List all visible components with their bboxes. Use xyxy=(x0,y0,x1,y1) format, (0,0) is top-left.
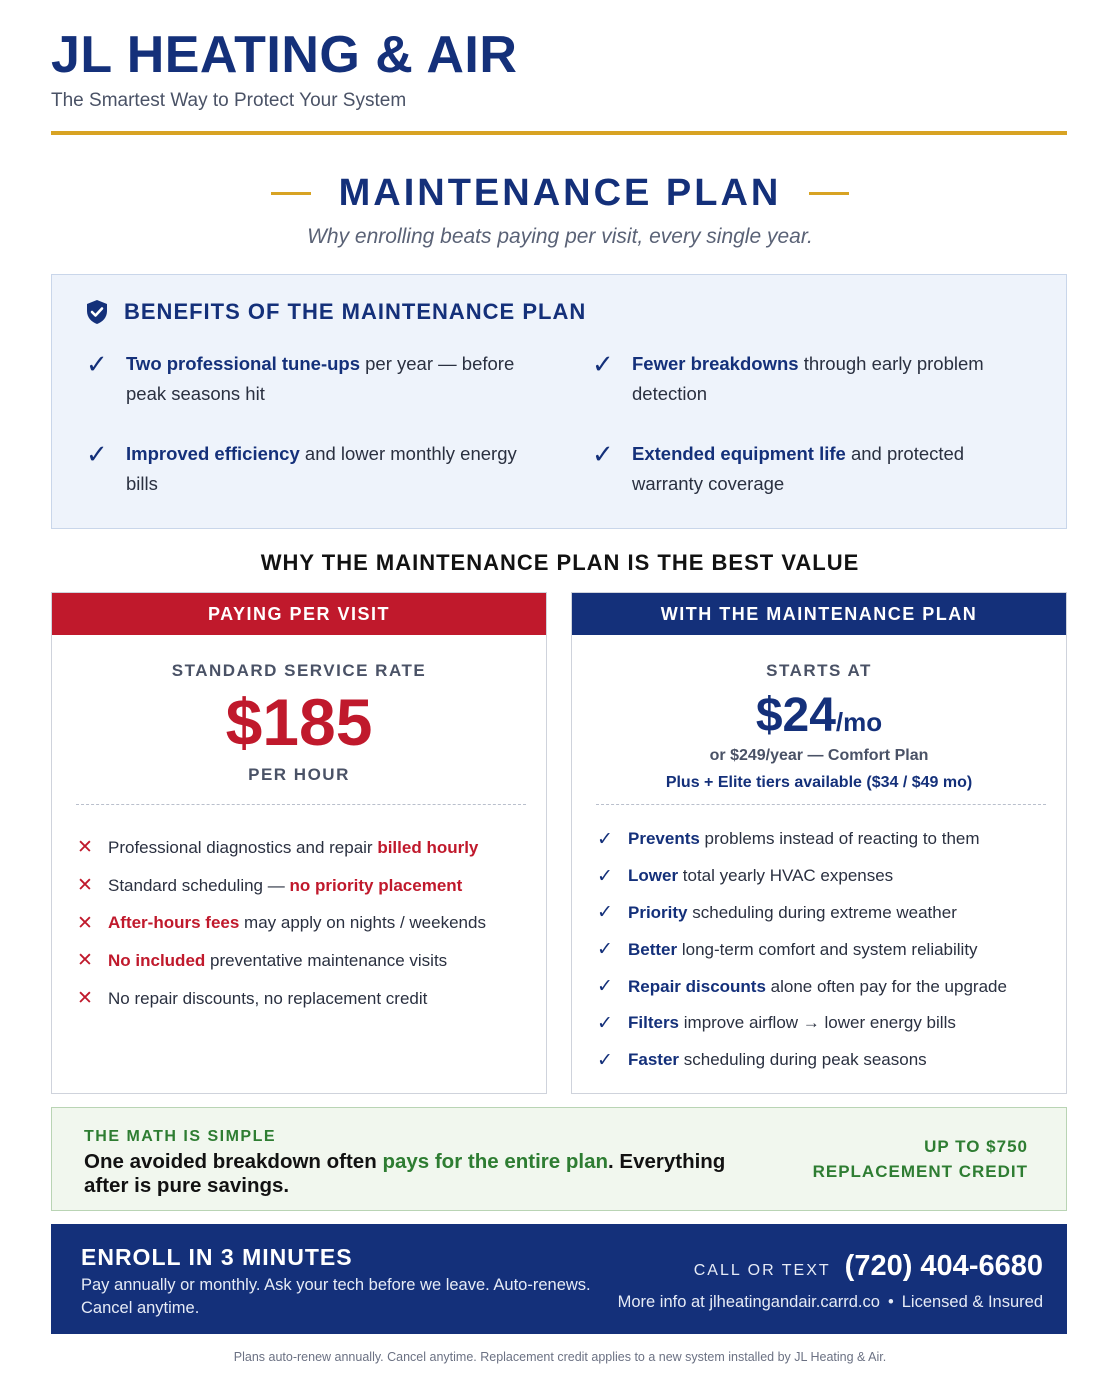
check-icon: ✓ xyxy=(597,939,613,961)
list-item xyxy=(596,968,1056,1005)
list-item xyxy=(76,980,536,1018)
list-item-text: Priority scheduling during extreme weather xyxy=(628,902,957,922)
per-visit-price: $185 xyxy=(225,685,373,759)
list-item xyxy=(596,895,1056,932)
benefit-text xyxy=(632,439,1032,499)
plan-subtitle: Why enrolling beats paying per visit, every single year. xyxy=(307,225,813,248)
check-icon: ✓ xyxy=(86,349,108,379)
benefit-item xyxy=(86,349,526,409)
check-icon: ✓ xyxy=(592,349,614,379)
list-item-text: After-hours fees may apply on nights / weekends xyxy=(108,913,486,933)
benefits-header xyxy=(86,299,586,325)
per-hour-label: PER HOUR xyxy=(248,765,350,784)
starts-at-label: STARTS AT xyxy=(766,661,872,680)
brand-name: JL HEATING & AIR xyxy=(51,26,518,84)
check-icon: ✓ xyxy=(592,439,614,469)
website-link[interactable]: More info at jlheatingandair.carrd.co xyxy=(617,1293,880,1311)
list-item-text: Better long-term comfort and system reliability xyxy=(628,939,978,959)
list-item-text: No included preventative maintenance visits xyxy=(108,950,448,970)
list-item-text: Repair discounts alone often pay for the upgrade xyxy=(628,976,1007,996)
plan-annual-price: or $249/year — Comfort Plan xyxy=(709,747,929,764)
x-icon: ✕ xyxy=(77,912,93,934)
more-info-row xyxy=(618,1293,1043,1312)
shield-check-icon xyxy=(86,299,108,325)
check-icon: ✓ xyxy=(597,1012,613,1034)
benefits-panel xyxy=(51,274,1067,529)
check-icon: ✓ xyxy=(597,902,613,924)
list-item xyxy=(596,931,1056,968)
list-item-text: Standard scheduling — no priority placement xyxy=(108,875,463,895)
header-divider xyxy=(51,131,1067,135)
list-item xyxy=(596,821,1056,858)
benefit-rest: and protected warranty coverage xyxy=(632,443,965,494)
check-icon: ✓ xyxy=(597,828,613,850)
title-dash-left xyxy=(271,192,311,195)
math-callout xyxy=(51,1107,1067,1211)
card-divider xyxy=(76,804,526,805)
with-plan-list xyxy=(596,821,1056,1079)
per-visit-card xyxy=(51,592,547,1094)
list-item xyxy=(596,858,1056,895)
plan-price xyxy=(572,687,1066,745)
benefit-text xyxy=(126,439,526,499)
benefit-item xyxy=(592,349,1032,409)
plan-price-unit: /mo xyxy=(835,707,883,737)
phone-number[interactable]: (720) 404-6680 xyxy=(844,1250,1043,1282)
standard-rate-label: STANDARD SERVICE RATE xyxy=(171,661,427,680)
benefit-item xyxy=(86,439,526,499)
check-icon: ✓ xyxy=(597,1049,613,1071)
list-item xyxy=(76,829,536,867)
benefit-text xyxy=(632,349,1032,409)
list-item-text: Filters improve airflow → lower energy bills xyxy=(628,1013,956,1033)
licensed-label: Licensed & Insured xyxy=(901,1293,1043,1311)
enroll-title: ENROLL IN 3 MINUTES xyxy=(81,1244,353,1270)
x-icon: ✕ xyxy=(77,988,93,1010)
per-visit-list xyxy=(76,829,536,1017)
benefits-title: BENEFITS OF THE MAINTENANCE PLAN xyxy=(124,299,587,324)
plan-title: MAINTENANCE PLAN xyxy=(338,172,782,214)
list-item xyxy=(76,904,536,942)
brand-tagline: The Smartest Way to Protect Your System xyxy=(51,90,407,111)
x-icon: ✕ xyxy=(77,950,93,972)
per-visit-header: PAYING PER VISIT xyxy=(52,593,546,635)
benefit-rest: through early problem detection xyxy=(632,353,984,404)
math-highlight: pays for the entire plan xyxy=(382,1150,608,1173)
benefit-rest: and lower monthly energy bills xyxy=(126,443,517,494)
benefit-highlight: Improved efficiency xyxy=(126,443,300,464)
x-icon: ✕ xyxy=(77,875,93,897)
check-icon: ✓ xyxy=(597,976,613,998)
math-text: One avoided breakdown often pays for the entire plan. Everything after is pure savings. xyxy=(84,1150,726,1197)
credit-amount: UP TO $750 xyxy=(924,1137,1028,1156)
benefit-item xyxy=(592,439,1032,499)
benefit-highlight: Fewer breakdowns xyxy=(632,353,799,374)
separator: • xyxy=(887,1293,894,1311)
call-row xyxy=(694,1250,1043,1283)
benefit-highlight: Extended equipment life xyxy=(632,443,846,464)
list-item xyxy=(76,942,536,980)
call-label: CALL OR TEXT xyxy=(693,1262,831,1279)
plan-heading xyxy=(0,172,1120,249)
plan-tiers: Plus + Elite tiers available ($34 / $49 mo) xyxy=(665,774,973,791)
plan-title-row xyxy=(271,172,850,215)
brand-header xyxy=(51,26,517,112)
check-icon: ✓ xyxy=(86,439,108,469)
check-icon: ✓ xyxy=(597,865,613,887)
enroll-subtitle: Pay annually or monthly. Ask your tech before we leave. Auto-renews. Cancel anytime. xyxy=(81,1276,591,1317)
plan-price-amount: $24 xyxy=(755,689,836,742)
list-item-text: Prevents problems instead of reacting to them xyxy=(628,829,980,849)
list-item-text: Professional diagnostics and repair billed hourly xyxy=(108,837,479,857)
with-plan-card xyxy=(571,592,1067,1094)
benefit-rest: per year — before peak seasons hit xyxy=(126,353,515,404)
list-item xyxy=(76,867,536,905)
list-item xyxy=(596,1042,1056,1079)
title-dash-right xyxy=(809,192,849,195)
list-item-text: Lower total yearly HVAC expenses xyxy=(628,866,894,886)
math-label: THE MATH IS SIMPLE xyxy=(84,1128,277,1145)
credit-label: REPLACEMENT CREDIT xyxy=(812,1162,1028,1181)
list-item xyxy=(596,1005,1056,1042)
enroll-banner xyxy=(51,1224,1067,1334)
with-plan-header: WITH THE MAINTENANCE PLAN xyxy=(572,593,1066,635)
replacement-credit xyxy=(813,1134,1028,1184)
benefit-text xyxy=(126,349,526,409)
list-item-text: Faster scheduling during peak seasons xyxy=(628,1050,927,1070)
card-divider xyxy=(596,804,1046,805)
value-section-title: WHY THE MAINTENANCE PLAN IS THE BEST VALUE xyxy=(260,550,860,575)
x-icon: ✕ xyxy=(77,837,93,859)
list-item-text: No repair discounts, no replacement credit xyxy=(108,988,428,1008)
benefit-highlight: Two professional tune-ups xyxy=(126,353,360,374)
footnote: Plans auto-renew annually. Cancel anytime. Replacement credit applies to a new system installed by JL Heating & Air. xyxy=(233,1350,887,1364)
